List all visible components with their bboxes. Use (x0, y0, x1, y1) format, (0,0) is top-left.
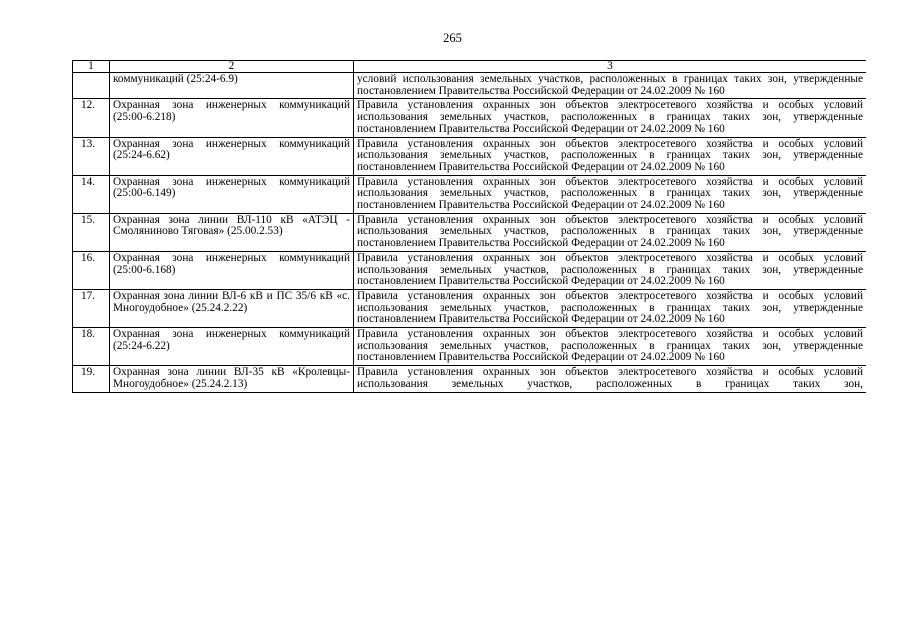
zone-name: Охранная зона инженерных коммуникаций (25:00-6.149) (110, 175, 354, 213)
zone-name: Охранная зона инженерных коммуникаций (25:24-6.22) (110, 328, 354, 366)
column-number: 2 (110, 61, 354, 73)
legal-basis: Правила установления охранных зон объектов электросетевого хозяйства и особых условий использования земельных участков, расположенных в границах таких зон, утвержденные постановлением Правительства Российской Федерации от 24.02.2009 № 160 (354, 137, 867, 175)
column-number-row (73, 61, 867, 73)
row-number (73, 73, 110, 99)
legal-basis: Правила установления охранных зон объектов электросетевого хозяйства и особых условий использования земельных участков, расположенных в границах таких зон, утвержденные постановлением Правительства Российской Федерации от 24.02.2009 № 160 (354, 175, 867, 213)
column-number: 3 (354, 61, 867, 73)
zone-name: Охранная зона линии ВЛ-6 кВ и ПС 35/6 кВ «с. Многоудобное» (25.24.2.22) (110, 289, 354, 327)
row-number: 18. (73, 328, 110, 366)
legal-basis: Правила установления охранных зон объектов электросетевого хозяйства и особых условий использования земельных участков, расположенных в границах таких зон, (354, 366, 867, 392)
zones-table-container (72, 60, 866, 572)
zone-name: Охранная зона инженерных коммуникаций (25:24-6.62) (110, 137, 354, 175)
table-row (73, 328, 867, 366)
table-row (73, 99, 867, 137)
column-number: 1 (73, 61, 110, 73)
row-number: 16. (73, 251, 110, 289)
zone-name: Охранная зона инженерных коммуникаций (25:00-6.168) (110, 251, 354, 289)
legal-basis: Правила установления охранных зон объектов электросетевого хозяйства и особых условий использования земельных участков, расположенных в границах таких зон, утвержденные постановлением Правительства Российской Федерации от 24.02.2009 № 160 (354, 289, 867, 327)
legal-basis: Правила установления охранных зон объектов электросетевого хозяйства и особых условий использования земельных участков, расположенных в границах таких зон, утвержденные постановлением Правительства Российской Федерации от 24.02.2009 № 160 (354, 99, 867, 137)
table-row (73, 137, 867, 175)
table-row (73, 251, 867, 289)
row-number: 19. (73, 366, 110, 392)
page-number: 265 (443, 31, 462, 45)
zone-name: коммуникаций (25:24-6.9) (110, 73, 354, 99)
zone-name: Охранная зона линии ВЛ-110 кВ «АТЭЦ - Смоляниново Тяговая» (25.00.2.53) (110, 213, 354, 251)
row-number: 13. (73, 137, 110, 175)
row-number: 14. (73, 175, 110, 213)
row-number: 12. (73, 99, 110, 137)
table-row (73, 175, 867, 213)
zone-name: Охранная зона инженерных коммуникаций (25:00-6.218) (110, 99, 354, 137)
table-row (73, 73, 867, 99)
legal-basis: условий использования земельных участков, расположенных в границах таких зон, утвержденные постановлением Правительства Российской Федерации от 24.02.2009 № 160 (354, 73, 867, 99)
legal-basis: Правила установления охранных зон объектов электросетевого хозяйства и особых условий использования земельных участков, расположенных в границах таких зон, утвержденные постановлением Правительства Российской Федерации от 24.02.2009 № 160 (354, 213, 867, 251)
table-row (73, 366, 867, 392)
legal-basis: Правила установления охранных зон объектов электросетевого хозяйства и особых условий использования земельных участков, расположенных в границах таких зон, утвержденные постановлением Правительства Российской Федерации от 24.02.2009 № 160 (354, 328, 867, 366)
table-row (73, 289, 867, 327)
legal-basis: Правила установления охранных зон объектов электросетевого хозяйства и особых условий использования земельных участков, расположенных в границах таких зон, утвержденные постановлением Правительства Российской Федерации от 24.02.2009 № 160 (354, 251, 867, 289)
table-row (73, 213, 867, 251)
zone-name: Охранная зона линии ВЛ-35 кВ «Кролевцы-Многоудобное» (25.24.2.13) (110, 366, 354, 392)
row-number: 15. (73, 213, 110, 251)
zones-table (72, 60, 866, 393)
row-number: 17. (73, 289, 110, 327)
